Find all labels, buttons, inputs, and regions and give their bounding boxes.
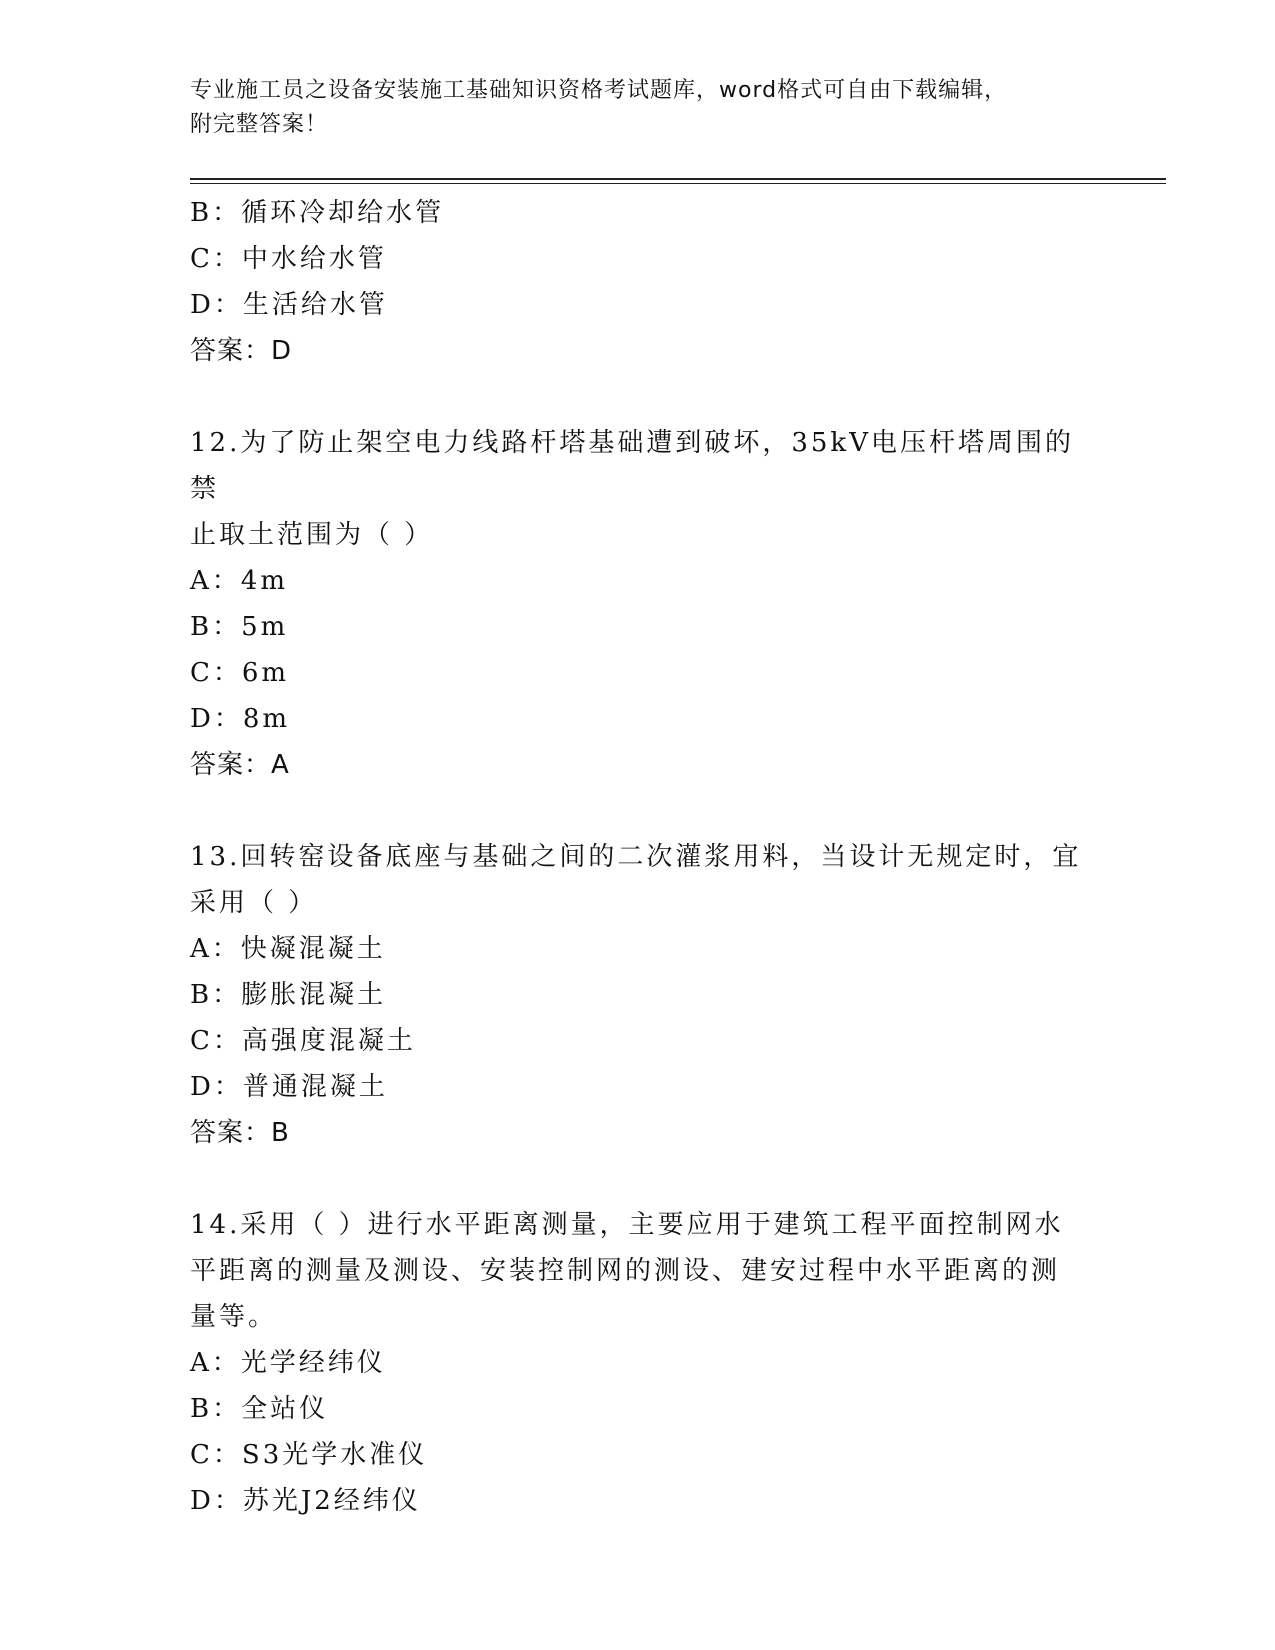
option-c: C：中水给水管 <box>190 244 387 274</box>
option-b: B：膨胀混凝土 <box>190 980 387 1010</box>
option-c: C：6m <box>190 658 290 688</box>
question-text <box>190 834 1090 926</box>
question-11-tail <box>190 190 1090 374</box>
question-text-line: 采用（ ） <box>190 888 318 918</box>
question-text <box>190 420 1090 558</box>
question-text-line: 13.回转窑设备底座与基础之间的二次灌浆用料，当设计无规定时，宜 <box>190 842 1082 872</box>
option-a: A：4m <box>190 566 288 596</box>
answer-line: 答案：A <box>190 750 290 780</box>
option-c: C：高强度混凝土 <box>190 1026 416 1056</box>
header-rule-thin <box>190 183 1166 184</box>
answer-line: 答案：D <box>190 336 293 366</box>
question-text-line: 止取土范围为（ ） <box>190 520 434 550</box>
option-a: A：光学经纬仪 <box>190 1348 386 1378</box>
header-line-1: 专业施工员之设备安装施工基础知识资格考试题库，word格式可自由下载编辑， <box>190 78 1008 103</box>
document-header <box>190 74 1090 142</box>
header-rule-thick <box>190 178 1166 180</box>
option-d: D：生活给水管 <box>190 290 388 320</box>
option-b: B：全站仪 <box>190 1394 329 1424</box>
question-text-line: 平距离的测量及测设、安装控制网的测设、建安过程中水平距离的测 <box>190 1256 1061 1286</box>
document-body <box>190 190 1090 1524</box>
option-b: B：5m <box>190 612 289 642</box>
option-d: D：苏光J2经纬仪 <box>190 1486 421 1516</box>
question-13 <box>190 834 1090 1156</box>
question-text-line: 量等。 <box>190 1302 278 1332</box>
option-d: D：8m <box>190 704 291 734</box>
option-d: D：普通混凝土 <box>190 1072 388 1102</box>
answer-line: 答案：B <box>190 1118 290 1148</box>
option-c: C：S3光学水准仪 <box>190 1440 428 1470</box>
question-12 <box>190 420 1090 788</box>
option-b: B：循环冷却给水管 <box>190 198 445 228</box>
header-line-2: 附完整答案！ <box>190 112 329 137</box>
question-text-line: 14.采用（ ）进行水平距离测量，主要应用于建筑工程平面控制网水 <box>190 1210 1064 1240</box>
option-a: A：快凝混凝土 <box>190 934 386 964</box>
question-text <box>190 1202 1090 1340</box>
question-text-line: 12.为了防止架空电力线路杆塔基础遭到破坏，35kV电压杆塔周围的禁 <box>190 428 1074 504</box>
question-14 <box>190 1202 1090 1524</box>
